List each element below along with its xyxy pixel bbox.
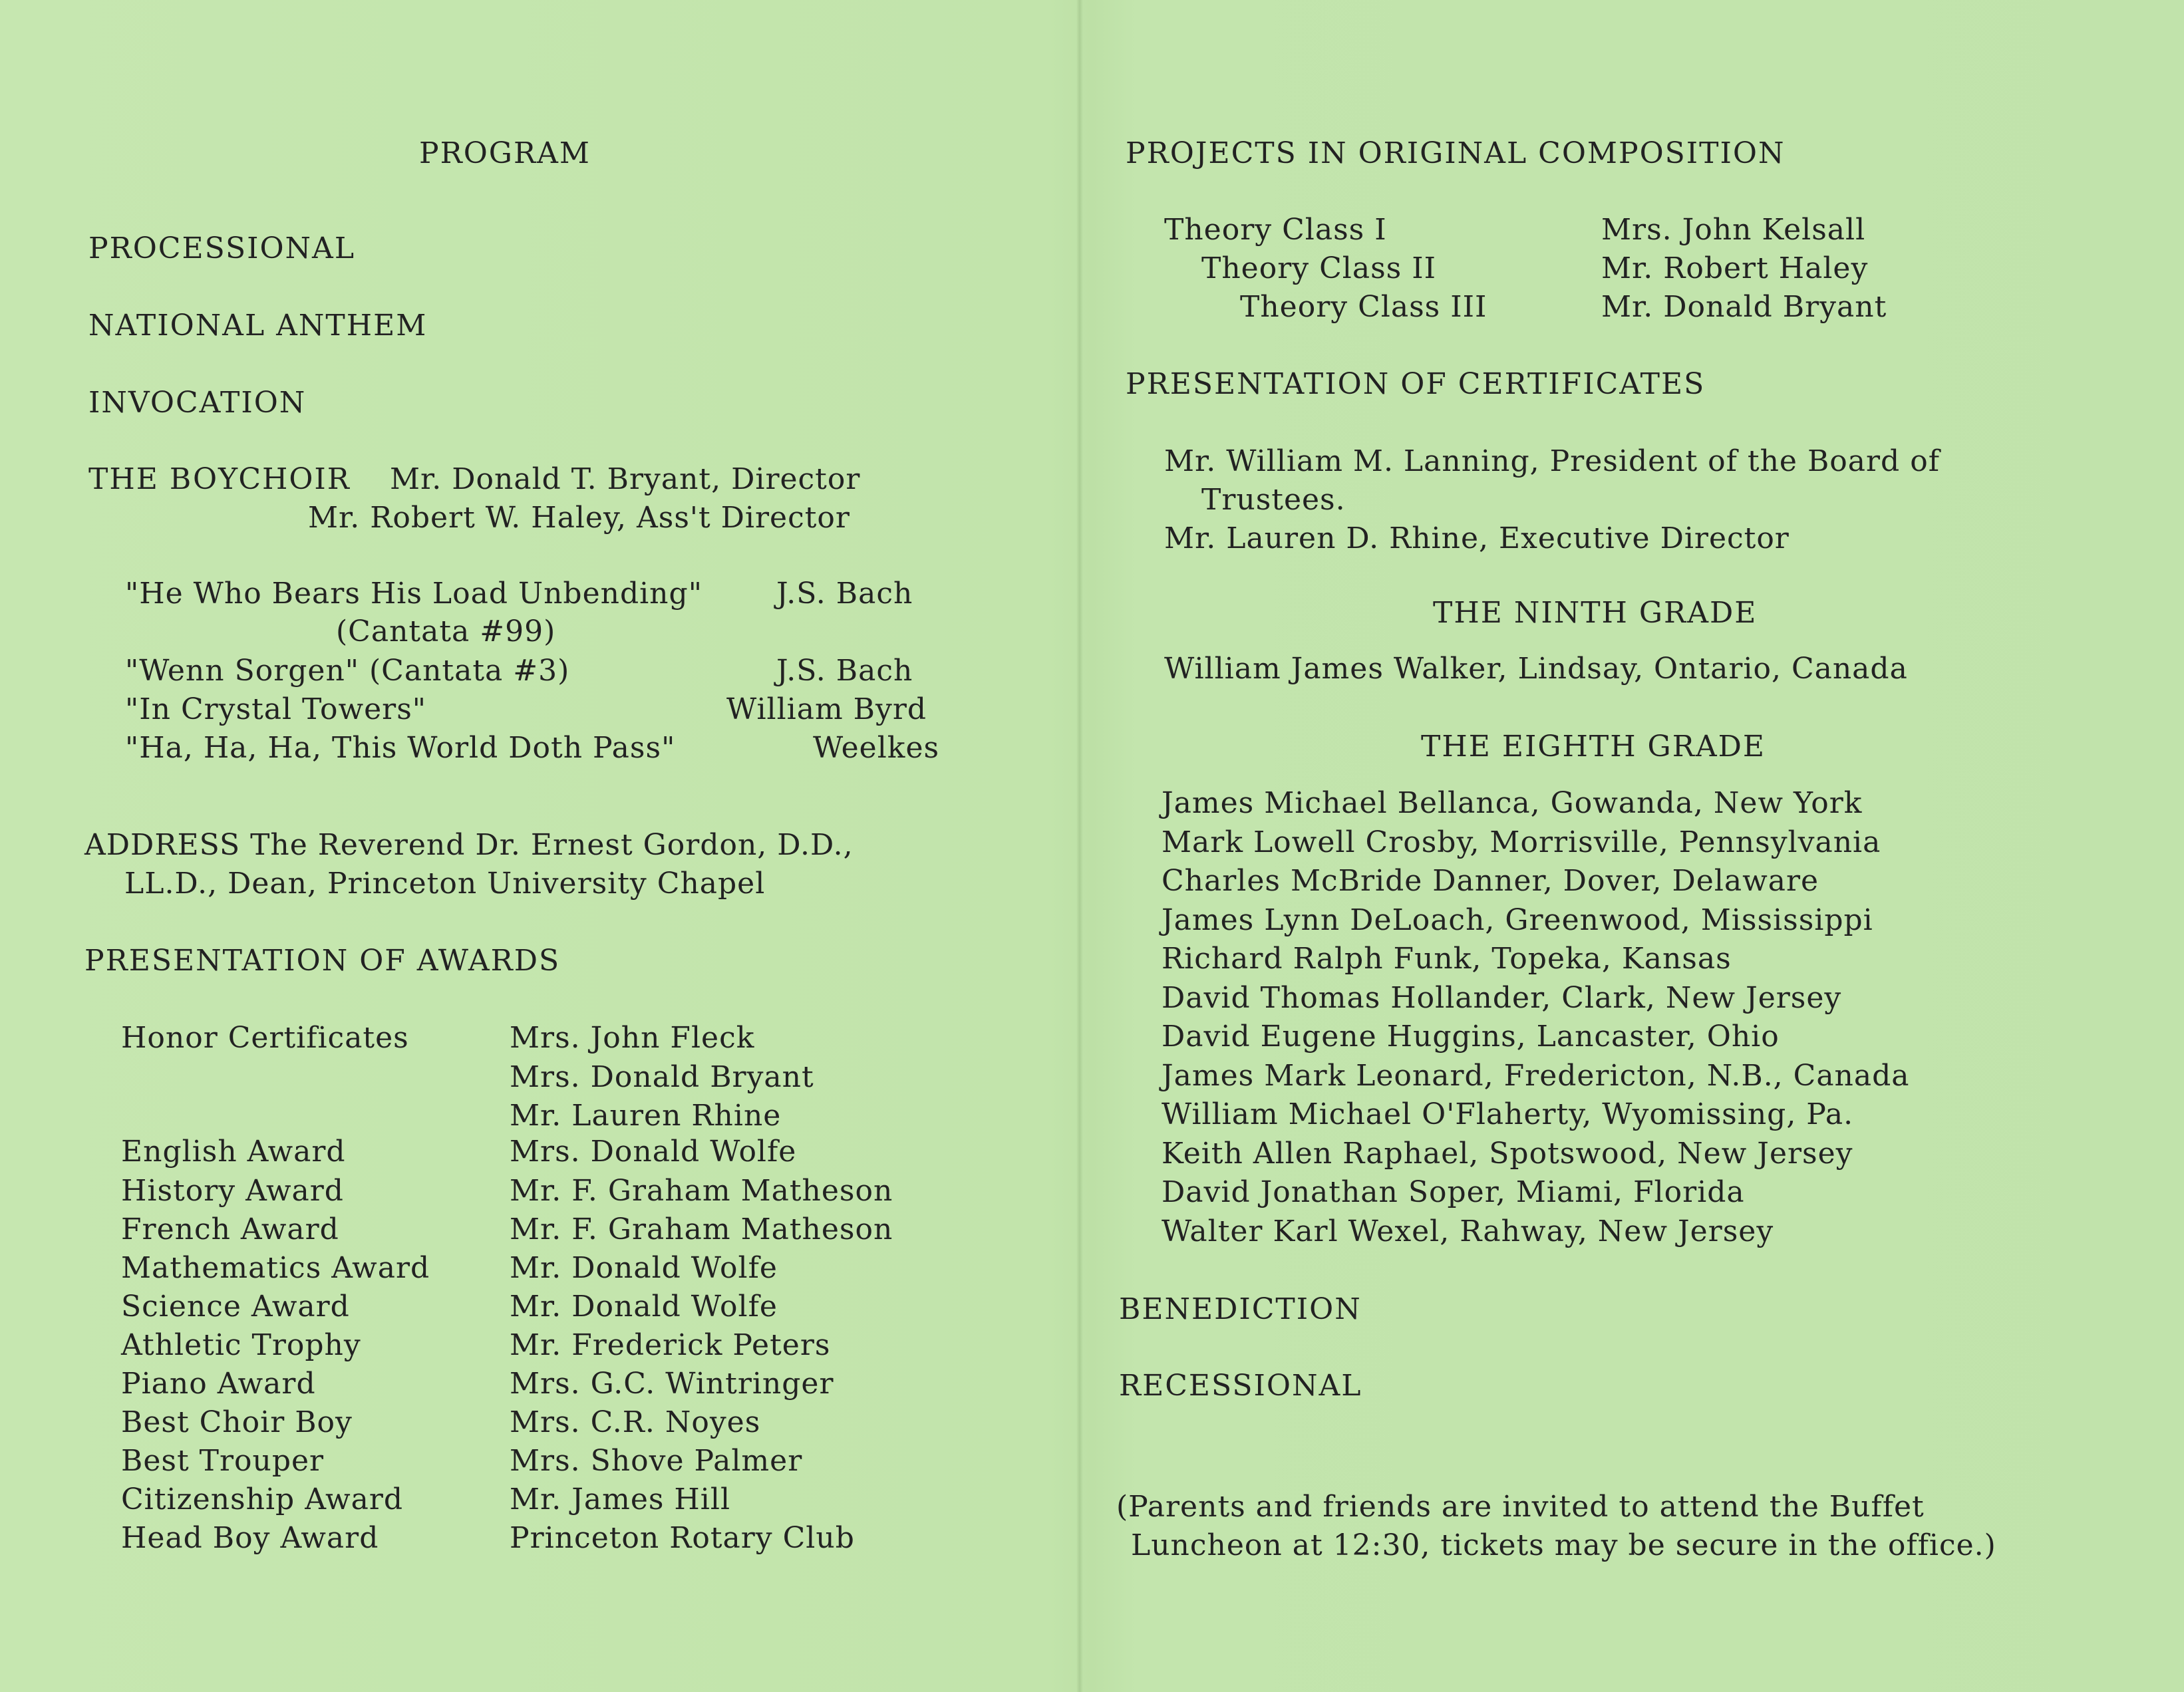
graduate: David Thomas Hollander, Clark, New Jersey bbox=[1162, 980, 1842, 1015]
song-title: "Ha, Ha, Ha, This World Doth Pass" bbox=[125, 731, 676, 765]
award-presenter: Mr. James Hill bbox=[510, 1482, 731, 1516]
graduate: Keith Allen Raphael, Spotswood, New Jersey bbox=[1162, 1136, 1853, 1171]
national-anthem-heading: NATIONAL ANTHEM bbox=[88, 309, 428, 343]
theory-teacher: Mrs. John Kelsall bbox=[1601, 213, 1866, 247]
awards-heading: PRESENTATION OF AWARDS bbox=[84, 944, 561, 978]
theory-teacher: Mr. Donald Bryant bbox=[1601, 290, 1887, 324]
song-composer: Weelkes bbox=[813, 731, 940, 765]
certificate-presenter-1: Mr. William M. Lanning, President of the Board of bbox=[1164, 444, 1940, 478]
benediction-heading: BENEDICTION bbox=[1119, 1292, 1362, 1326]
award-presenter: Mrs. C.R. Noyes bbox=[510, 1405, 761, 1439]
award-name: History Award bbox=[121, 1174, 344, 1208]
theory-class: Theory Class II bbox=[1201, 251, 1436, 285]
award-name: Head Boy Award bbox=[121, 1521, 379, 1555]
award-presenter: Mrs. Donald Bryant bbox=[510, 1060, 814, 1094]
theory-teacher: Mr. Robert Haley bbox=[1601, 251, 1869, 285]
award-presenter: Mr. Donald Wolfe bbox=[510, 1290, 778, 1324]
graduate: Mark Lowell Crosby, Morrisville, Pennsylvania bbox=[1162, 825, 1881, 859]
program-title: PROGRAM bbox=[419, 136, 591, 170]
song-title: "In Crystal Towers" bbox=[125, 692, 427, 726]
award-name: Best Trouper bbox=[121, 1444, 325, 1478]
theory-class: Theory Class I bbox=[1164, 213, 1387, 247]
award-name: French Award bbox=[121, 1212, 339, 1246]
song-title: "Wenn Sorgen" (Cantata #3) bbox=[125, 654, 570, 688]
award-name: English Award bbox=[121, 1135, 346, 1169]
graduate: Charles McBride Danner, Dover, Delaware bbox=[1162, 864, 1819, 898]
center-fold bbox=[1076, 0, 1083, 1692]
graduate: David Jonathan Soper, Miami, Florida bbox=[1162, 1175, 1745, 1209]
award-presenter: Mr. Frederick Peters bbox=[510, 1328, 831, 1362]
award-presenter: Mrs. G.C. Wintringer bbox=[510, 1367, 834, 1401]
graduate: James Mark Leonard, Fredericton, N.B., Canada bbox=[1162, 1058, 1910, 1093]
graduate: David Eugene Huggins, Lancaster, Ohio bbox=[1162, 1020, 1780, 1054]
song-title: "He Who Bears His Load Unbending" bbox=[125, 577, 702, 611]
invocation-heading: INVOCATION bbox=[88, 386, 307, 420]
address-line-1: ADDRESS The Reverend Dr. Ernest Gordon, D.D., bbox=[84, 828, 854, 862]
theory-class: Theory Class III bbox=[1240, 290, 1487, 324]
certificate-presenter-2: Mr. Lauren D. Rhine, Executive Director bbox=[1164, 521, 1790, 555]
eighth-grade-heading: THE EIGHTH GRADE bbox=[1421, 730, 1766, 764]
award-name: Science Award bbox=[121, 1290, 350, 1324]
boychoir-heading: THE BOYCHOIR bbox=[88, 462, 351, 496]
award-name: Piano Award bbox=[121, 1367, 316, 1401]
award-name: Athletic Trophy bbox=[121, 1328, 361, 1362]
award-name: Honor Certificates bbox=[121, 1021, 409, 1055]
certificate-presenter-1-cont: Trustees. bbox=[1201, 483, 1346, 517]
award-name: Mathematics Award bbox=[121, 1251, 430, 1285]
song-subtitle: (Cantata #99) bbox=[336, 615, 556, 648]
graduate: James Lynn DeLoach, Greenwood, Mississippi bbox=[1162, 903, 1873, 937]
award-presenter: Mrs. Shove Palmer bbox=[510, 1444, 803, 1478]
award-name: Best Choir Boy bbox=[121, 1405, 353, 1439]
projects-heading: PROJECTS IN ORIGINAL COMPOSITION bbox=[1126, 136, 1786, 170]
award-name: Citizenship Award bbox=[121, 1482, 404, 1516]
award-presenter: Princeton Rotary Club bbox=[510, 1521, 855, 1555]
address-line-2: LL.D., Dean, Princeton University Chapel bbox=[124, 867, 766, 901]
choir-director: Mr. Donald T. Bryant, Director bbox=[390, 462, 861, 496]
graduate: Walter Karl Wexel, Rahway, New Jersey bbox=[1162, 1214, 1774, 1248]
song-composer: William Byrd bbox=[726, 692, 927, 726]
song-composer: J.S. Bach bbox=[776, 654, 913, 688]
graduate: James Michael Bellanca, Gowanda, New York bbox=[1162, 786, 1863, 820]
recessional-heading: RECESSIONAL bbox=[1119, 1369, 1362, 1403]
award-presenter: Mr. Donald Wolfe bbox=[510, 1251, 778, 1285]
luncheon-note-line-1: (Parents and friends are invited to attend the Buffet bbox=[1116, 1490, 1925, 1524]
award-presenter: Mr. F. Graham Matheson bbox=[510, 1174, 893, 1208]
graduate: William James Walker, Lindsay, Ontario, Canada bbox=[1164, 652, 1908, 686]
award-presenter: Mr. F. Graham Matheson bbox=[510, 1212, 893, 1246]
award-presenter: Mrs. Donald Wolfe bbox=[510, 1135, 797, 1169]
certificates-heading: PRESENTATION OF CERTIFICATES bbox=[1126, 367, 1706, 401]
luncheon-note-line-2: Luncheon at 12:30, tickets may be secure in the office.) bbox=[1131, 1528, 1996, 1562]
graduate: William Michael O'Flaherty, Wyomissing, Pa. bbox=[1162, 1097, 1854, 1131]
ninth-grade-heading: THE NINTH GRADE bbox=[1433, 596, 1758, 630]
award-presenter: Mrs. John Fleck bbox=[510, 1021, 755, 1055]
graduate: Richard Ralph Funk, Topeka, Kansas bbox=[1162, 942, 1732, 976]
song-composer: J.S. Bach bbox=[776, 577, 913, 611]
processional-heading: PROCESSIONAL bbox=[88, 231, 356, 265]
choir-assistant-director: Mr. Robert W. Haley, Ass't Director bbox=[308, 501, 850, 535]
award-presenter: Mr. Lauren Rhine bbox=[510, 1099, 782, 1133]
